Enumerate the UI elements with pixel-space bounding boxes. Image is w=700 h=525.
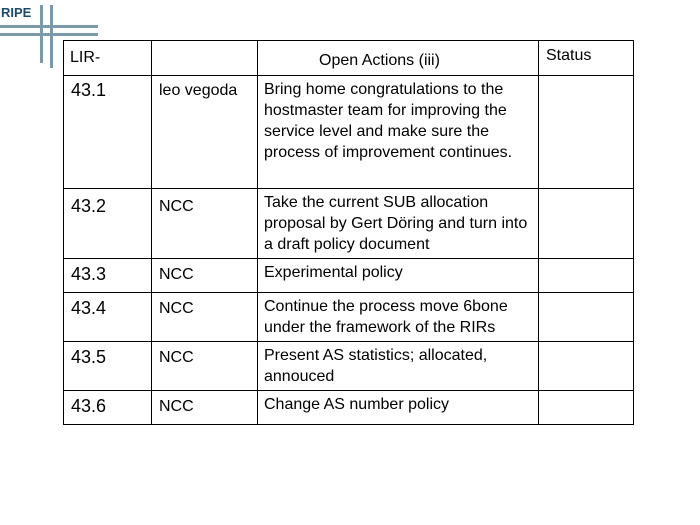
- row-id: 43.4: [64, 293, 152, 342]
- logo-vline-1: [40, 5, 43, 63]
- row-owner: leo vegoda: [152, 76, 258, 189]
- row-action: Bring home congratulations to the hostmaster team for improving the service level and make sure the process of improvement continues.: [258, 76, 539, 189]
- open-actions-table: [63, 40, 634, 425]
- logo-text: RIPE: [1, 5, 32, 20]
- row-id: 43.1: [64, 76, 152, 189]
- logo-hline-2: [0, 33, 98, 36]
- header-owner: [152, 41, 258, 76]
- row-status: [539, 259, 634, 293]
- row-status: [539, 293, 634, 342]
- row-owner: NCC: [152, 259, 258, 293]
- row-id: 43.5: [64, 342, 152, 391]
- header-status: Status: [539, 41, 634, 76]
- row-owner: NCC: [152, 342, 258, 391]
- header-lir: LIR-: [64, 41, 152, 76]
- table-row: [64, 391, 634, 425]
- row-action: Continue the process move 6bone under the framework of the RIRs: [258, 293, 539, 342]
- table-row: [64, 342, 634, 391]
- row-action: Take the current SUB allocation proposal by Gert Döring and turn into a draft policy document: [258, 189, 539, 259]
- table-row: [64, 259, 634, 293]
- table-row: [64, 293, 634, 342]
- header-open-actions: Open Actions (iii): [258, 41, 539, 76]
- row-action: Experimental policy: [258, 259, 539, 293]
- row-action: Change AS number policy: [258, 391, 539, 425]
- table-header-row: [64, 41, 634, 76]
- row-id: 43.2: [64, 189, 152, 259]
- row-id: 43.6: [64, 391, 152, 425]
- row-status: [539, 76, 634, 189]
- table-row: [64, 76, 634, 189]
- row-status: [539, 189, 634, 259]
- row-owner: NCC: [152, 293, 258, 342]
- row-action: Present AS statistics; allocated, annouced: [258, 342, 539, 391]
- logo-hline-1: [0, 25, 98, 28]
- row-owner: NCC: [152, 189, 258, 259]
- row-id: 43.3: [64, 259, 152, 293]
- row-owner: NCC: [152, 391, 258, 425]
- row-status: [539, 342, 634, 391]
- row-status: [539, 391, 634, 425]
- table-row: [64, 189, 634, 259]
- logo-vline-2: [50, 5, 53, 68]
